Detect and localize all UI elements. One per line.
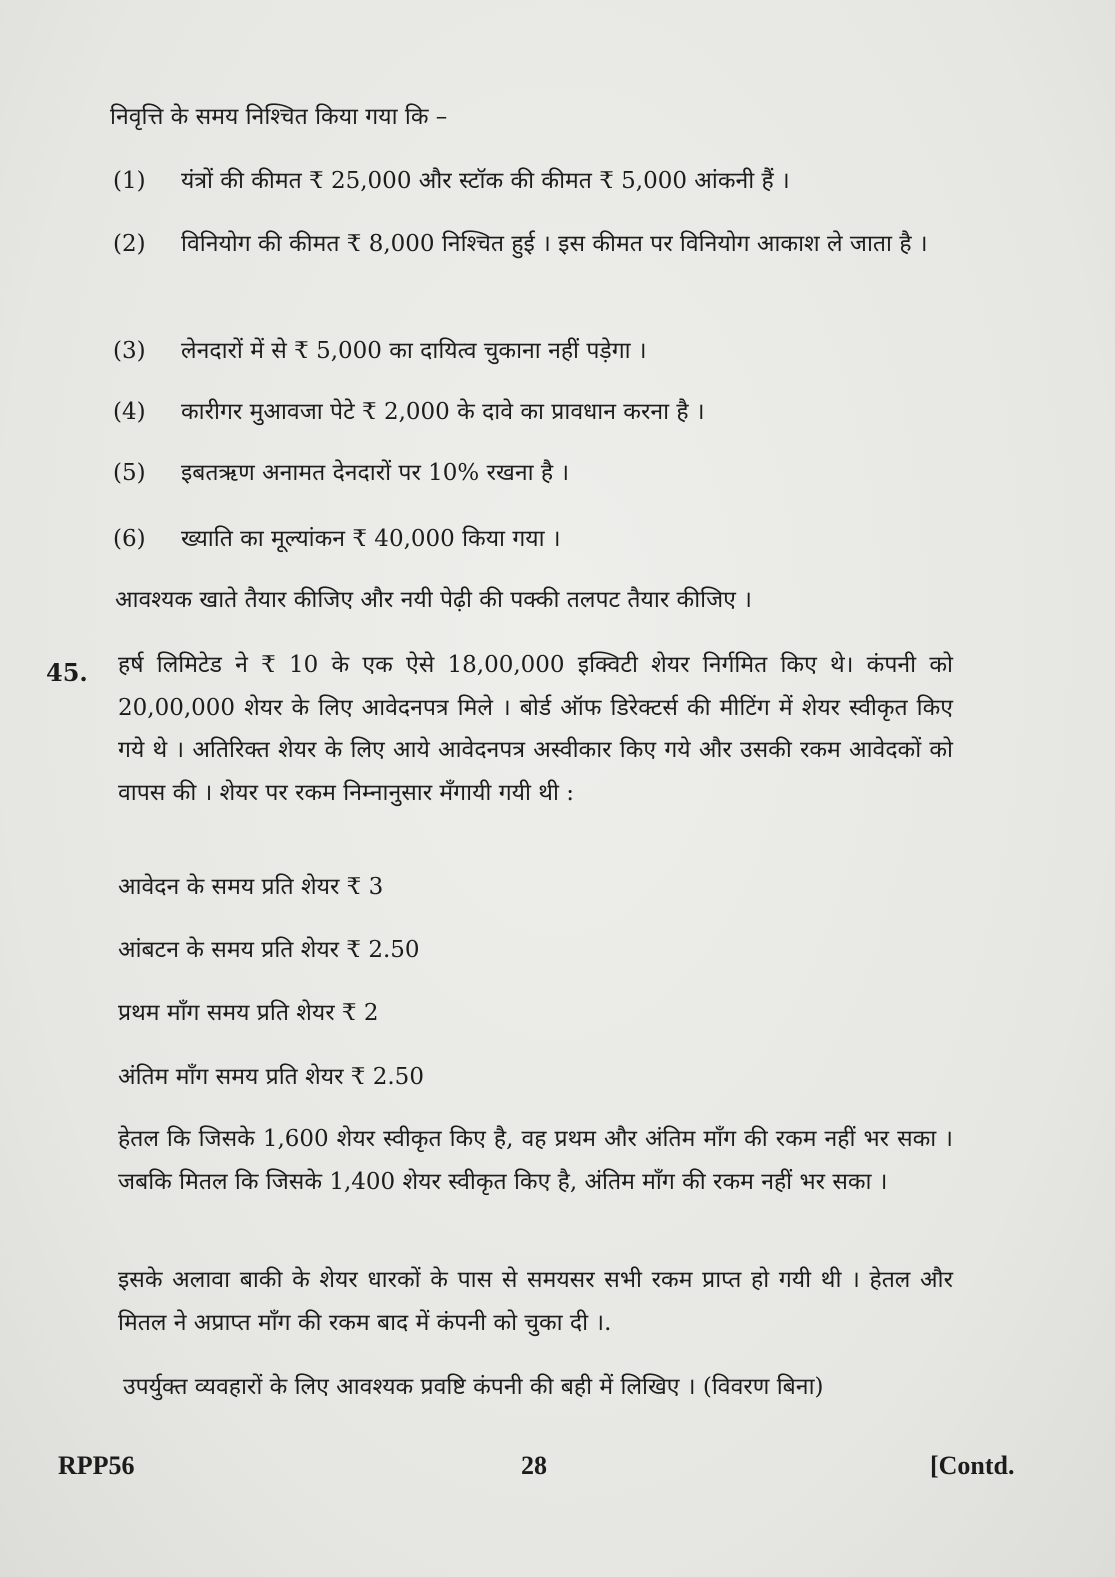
paper-code: RPP56: [58, 1451, 135, 1480]
condition-text: विनियोग की कीमत ₹ 8,000 निश्चित हुई । इस कीमत पर विनियोग आकाश ले जाता है ।: [181, 231, 928, 257]
condition-text: लेनदारों में से ₹ 5,000 का दायित्व चुकाना नहीं पड़ेगा ।: [181, 338, 647, 364]
condition-number: (1): [113, 168, 146, 194]
page-number: 28: [521, 1451, 547, 1480]
continued-label: [Contd.: [930, 1451, 1015, 1480]
instruction-text: आवश्यक खाते तैयार कीजिए और नयी पेढ़ी की पक्की तलपट तैयार कीजिए ।: [115, 587, 752, 613]
intro-text: निवृत्ति के समय निश्चित किया गया कि –: [110, 104, 448, 130]
receipt-paragraph: इसके अलावा बाकी के शेयर धारकों के पास से समयसर सभी रकम प्राप्त हो गयी थी । हेतल और मितल ने अप्राप्त माँग की रकम बाद में कंपनी को चुका दी ।.: [118, 1267, 953, 1336]
call-line-4: अंतिम माँग समय प्रति शेयर ₹ 2.50: [118, 1064, 424, 1090]
call-line-3: प्रथम माँग समय प्रति शेयर ₹ 2: [118, 1000, 379, 1026]
condition-number: (6): [113, 526, 146, 552]
condition-number: (4): [113, 399, 146, 425]
condition-text: ख्याति का मूल्यांकन ₹ 40,000 किया गया ।: [181, 526, 561, 552]
call-line-1: आवेदन के समय प्रति शेयर ₹ 3: [118, 874, 384, 900]
condition-number: (3): [113, 338, 146, 364]
condition-number: (5): [113, 460, 146, 486]
call-line-2: आंबटन के समय प्रति शेयर ₹ 2.50: [118, 937, 420, 963]
condition-number: (2): [113, 231, 146, 257]
condition-text: कारीगर मुआवजा पेटे ₹ 2,000 के दावे का प्रावधान करना है ।: [181, 399, 705, 425]
condition-text: यंत्रों की कीमत ₹ 25,000 और स्टॉक की कीमत ₹ 5,000 आंकनी हैं ।: [181, 168, 790, 194]
default-paragraph: हेतल कि जिसके 1,600 शेयर स्वीकृत किए है, वह प्रथम और अंतिम माँग की रकम नहीं भर सका । जबकि मितल कि जिसके 1,400 शेयर स्वीकृत किए है, अंतिम माँग की रकम नहीं भर सका ।: [118, 1126, 953, 1195]
question-body: हर्ष लिमिटेड ने ₹ 10 के एक ऐसे 18,00,000 इक्विटी शेयर निर्गमित किए थे। कंपनी को 20,00,000 शेयर के लिए आवेदनपत्र मिले । बोर्ड ऑफ डिरेक्टर्स की मीटिंग में शेयर स्वीकृत किए गये थे । अतिरिक्त शेयर के लिए आये आवेदनपत्र अस्वीकार किए गये और उसकी रकम आवेदकों को वापस की । शेयर पर रकम निम्नानुसार मँगायी गयी थी :: [118, 652, 953, 806]
final-instruction: उपर्युक्त व्यवहारों के लिए आवश्यक प्रवष्टि कंपनी की बही में लिखिए । (विवरण बिना): [123, 1374, 824, 1400]
condition-text: इबतऋण अनामत देनदारों पर 10% रखना है ।: [181, 460, 570, 486]
question-number: 45.: [46, 658, 88, 687]
